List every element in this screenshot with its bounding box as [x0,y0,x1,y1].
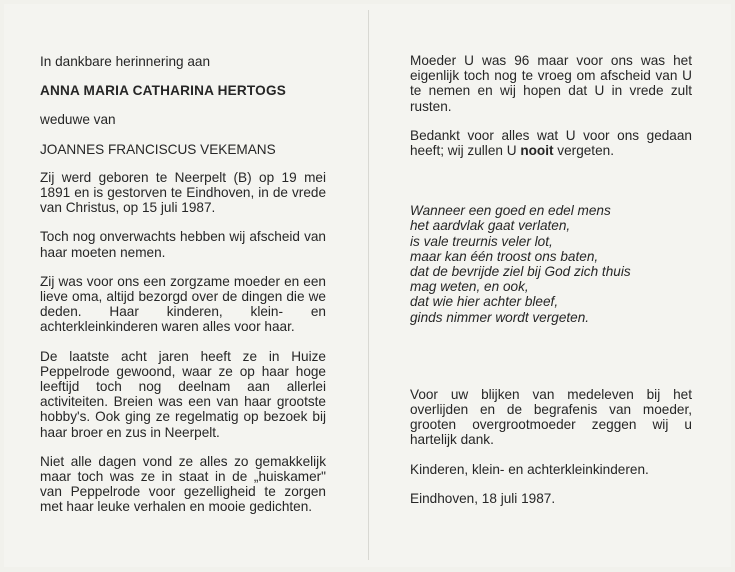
spouse-name: JOANNES FRANCISCUS VEKEMANS [40,141,276,157]
mother-paragraph: Zij was voor ons een zorgzame moeder en een lieve oma, altijd bezorgd over de dingen die we deden. Haar kinderen, klein- en achterkleinkinderen waren alles voor haar. [40,273,326,335]
card-fold [368,10,369,560]
poem-line: maar kan één troost ons baten, [410,248,599,264]
last-years-paragraph: De laatste acht jaren heeft ze in Huize Peppelrode gewoond, waar ze op haar hoge leeftijd toch nog deelnam aan allerlei activiteiten. Breien was een van haar grootste hobby's. Ook ging ze regelmatig op bezoek bij haar broer en zus in Neerpelt. [40,348,326,440]
widow-of-text: weduwe van [40,112,116,128]
poem-line: mag weten, en ook, [410,279,529,295]
place-date: Eindhoven, 18 juli 1987. [410,490,556,506]
signed-by: Kinderen, klein- en achterkleinkinderen. [410,461,649,477]
poem-line: Wanneer een goed en edel mens [410,203,611,219]
poem-line: ginds nimmer wordt vergeten. [410,309,590,325]
memorial-poem [410,203,692,325]
thanks-paragraph [410,128,692,158]
condolence-paragraph: Voor uw blijken van medeleven bij het overlijden en de begrafenis van moeder, grooten overgrootmoeder zeggen wij u hartelijk dank. [410,386,692,448]
poem-line: dat de bevrijde ziel bij God zich thuis [410,264,631,280]
age-paragraph: Moeder U was 96 maar voor ons was het eigenlijk toch nog te vroeg om afscheid van U te nemen en wij hopen dat U in vrede zult rusten. [410,53,692,114]
birth-death-paragraph: Zij werd geboren te Neerpelt (B) op 19 mei 1891 en is gestorven te Eindhoven, in de vrede van Christus, op 15 juli 1987. [40,169,326,216]
poem-line: dat wie hier achter bleef, [410,294,559,310]
not-always-paragraph: Niet alle dagen vond ze alles zo gemakkelijk maar toch was ze in staat in de „huiskamer" van Peppelrode voor gezelligheid te zorgen met haar leuke verhalen en mooie gedichten. [40,453,326,515]
left-panel [40,54,326,529]
poem-line: het aardvlak gaat verlaten, [410,218,571,234]
deceased-name: ANNA MARIA CATHARINA HERTOGS [40,83,286,99]
unexpected-paragraph: Toch nog onverwachts hebben wij afscheid van haar moeten nemen. [40,229,326,260]
poem-line: is vale treurnis veler lot, [410,233,553,249]
thanks-text-end: vergeten. [553,143,614,159]
intro-text: In dankbare herinnering aan [40,54,211,69]
right-panel [410,53,692,520]
thanks-emphasis: nooit [520,143,554,159]
thanks-text-start: Bedankt voor alles wat U voor ons gedaan heeft; wij zullen U [410,127,692,159]
